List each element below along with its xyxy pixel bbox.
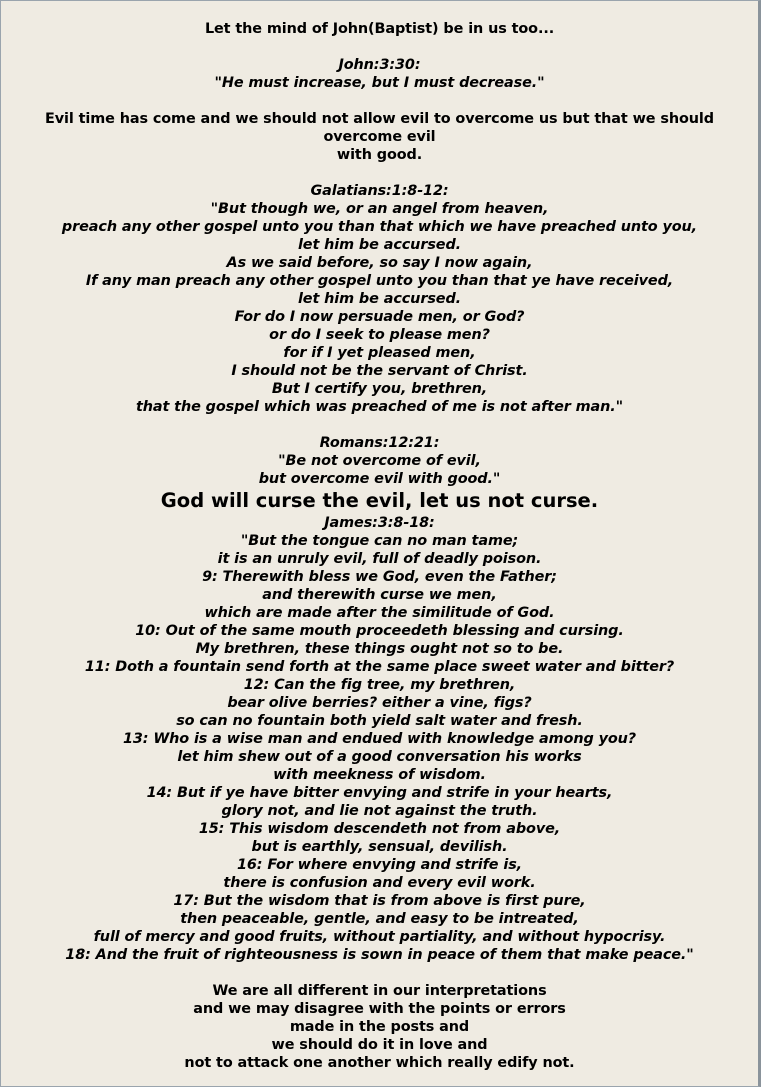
closing-line: not to attack one another which really edify not. <box>184 1055 575 1071</box>
closing-line: We are all different in our interpretations <box>212 983 547 999</box>
verse-line: As we said before, so say I now again, <box>226 255 533 271</box>
verse-line: but is earthly, sensual, devilish. <box>251 839 508 855</box>
romans-reference: Romans:12:21: <box>319 435 440 451</box>
john-reference: John:3:30: <box>338 57 421 73</box>
verse-line: and therewith curse we men, <box>262 587 497 603</box>
verse-line: there is confusion and every evil work. <box>223 875 536 891</box>
john-quote: "He must increase, but I must decrease." <box>214 75 545 91</box>
evil-line-2: with good. <box>336 147 423 163</box>
verse-line: preach any other gospel unto you than that which we have preached unto you, <box>61 219 698 235</box>
verse-line: but overcome evil with good." <box>258 471 501 487</box>
verse-line: bear olive berries? either a vine, figs? <box>227 695 532 711</box>
verse-line: 12: Can the fig tree, my brethren, <box>243 677 516 693</box>
verse-line: I should not be the servant of Christ. <box>231 363 528 379</box>
evil-line-1: Evil time has come and we should not allow evil to overcome us but that we should overcome evil <box>45 111 714 145</box>
closing-paragraph <box>11 982 748 1072</box>
verse-line: for if I yet pleased men, <box>283 345 476 361</box>
verse-line: "But the tongue can no man tame; <box>240 533 519 549</box>
james-passage <box>11 532 748 964</box>
verse-line: If any man preach any other gospel unto you than that ye have received, <box>85 273 674 289</box>
verse-line: let him be accursed. <box>297 237 462 253</box>
verse-line: glory not, and lie not against the truth. <box>221 803 538 819</box>
verse-line: But I certify you, brethren, <box>271 381 488 397</box>
verse-line: that the gospel which was preached of me is not after man." <box>135 399 624 415</box>
verse-line: 10: Out of the same mouth proceedeth blessing and cursing. <box>135 623 624 639</box>
verse-line: let him shew out of a good conversation his works <box>177 749 582 765</box>
verse-line: let him be accursed. <box>297 291 462 307</box>
verse-line: then peaceable, gentle, and easy to be intreated, <box>180 911 579 927</box>
verse-line: which are made after the similitude of God. <box>204 605 555 621</box>
galatians-reference: Galatians:1:8-12: <box>310 183 449 199</box>
verse-line: "But though we, or an angel from heaven, <box>210 201 549 217</box>
verse-line: "Be not overcome of evil, <box>278 453 481 469</box>
verse-line: with meekness of wisdom. <box>273 767 486 783</box>
closing-line: made in the posts and <box>289 1019 470 1035</box>
verse-line: 14: But if ye have bitter envying and strife in your hearts, <box>146 785 613 801</box>
verse-line: 17: But the wisdom that is from above is first pure, <box>173 893 586 909</box>
verse-line: or do I seek to please men? <box>269 327 490 343</box>
verse-line: 9: Therewith bless we God, even the Father; <box>202 569 557 585</box>
verse-line: it is an unruly evil, full of deadly poison. <box>217 551 542 567</box>
verse-line: so can no fountain both yield salt water and fresh. <box>176 713 583 729</box>
closing-line: and we may disagree with the points or errors <box>193 1001 566 1017</box>
verse-line: 13: Who is a wise man and endued with knowledge among you? <box>122 731 637 747</box>
verse-line: 16: For where envying and strife is, <box>236 857 523 873</box>
verse-line: 18: And the fruit of righteousness is sown in peace of them that make peace." <box>65 947 694 963</box>
verse-line: 15: This wisdom descendeth not from above, <box>198 821 561 837</box>
verse-line: For do I now persuade men, or God? <box>234 309 525 325</box>
verse-line: 11: Doth a fountain send forth at the same place sweet water and bitter? <box>84 659 675 675</box>
james-reference: James:3:8-18: <box>324 515 435 531</box>
intro-heading: Let the mind of John(Baptist) be in us too... <box>204 21 555 37</box>
verse-line: full of mercy and good fruits, without partiality, and without hypocrisy. <box>93 929 666 945</box>
galatians-passage <box>11 200 748 416</box>
closing-line: we should do it in love and <box>271 1037 488 1053</box>
verse-line: My brethren, these things ought not so to be. <box>195 641 564 657</box>
post-content <box>11 20 748 1072</box>
curse-heading: God will curse the evil, let us not curse. <box>160 489 599 512</box>
